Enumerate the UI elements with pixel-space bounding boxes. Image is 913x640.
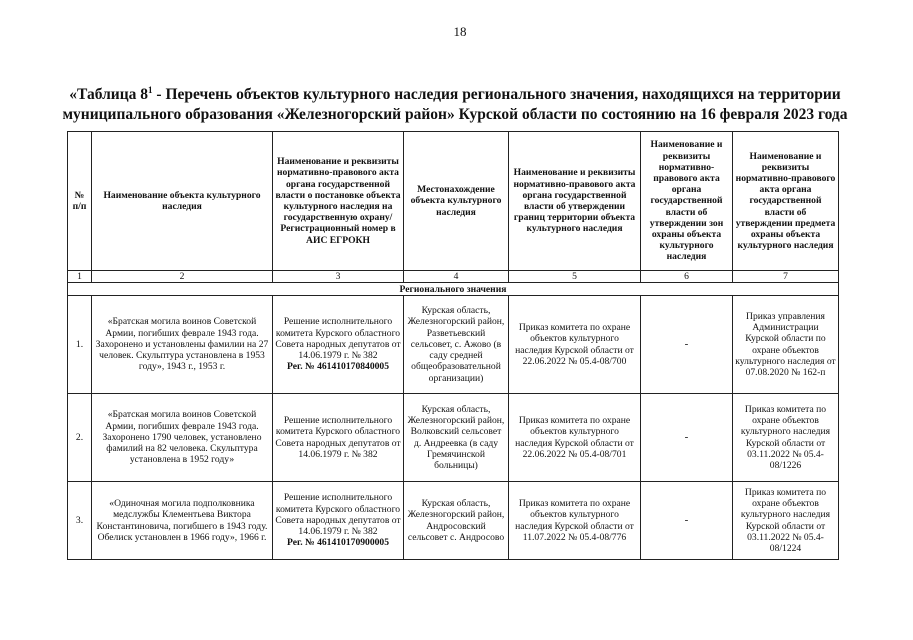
row-num: 3. (68, 482, 92, 560)
table-row (68, 296, 839, 394)
column-number: 6 (641, 271, 733, 283)
title-superscript: 1 (148, 85, 153, 95)
column-number: 4 (404, 271, 509, 283)
protection-act: Решение исполнительного комитета Курского областного Совета народных депутатов от 14.06.1979 г. № 382 (273, 394, 404, 482)
registration-number: Рег. № 461410170900005 (286, 537, 390, 549)
header-subject: Наименование и реквизиты нормативно-правового акта органа государственной власти об утверждении предмета охраны объекта культурного наследия (733, 132, 839, 271)
object-name: «Одиночная могила подполковника медслужбы Клементьева Виктора Константиновича, погибшего в 1943 году. Обелиск установлен в 1966 году», 1966 г. (92, 482, 273, 560)
column-number: 7 (733, 271, 839, 283)
row-num: 1. (68, 296, 92, 394)
subject-act: Приказ комитета по охране объектов культурного наследия Курской области от 03.11.2022 № 05.4-08/1226 (733, 394, 839, 482)
column-number: 5 (509, 271, 641, 283)
zones-act: - (641, 296, 733, 394)
object-location: Курская область, Железногорский район, Разветьевский сельсовет, с. Ажово (в саду средней общеобразовательной организации) (404, 296, 509, 394)
column-number: 1 (68, 271, 92, 283)
object-location: Курская область, Железногорский район, Волковский сельсовет д. Андреевка (в саду Гремячинской больницы) (404, 394, 509, 482)
object-name: «Братская могила воинов Советской Армии, погибших феврале 1943 года. Захоронено 1790 человек, установлено фамилий на 82 человека. Скульптура установлена в 1952 году» (92, 394, 273, 482)
registration-number: Рег. № 461410170840005 (286, 361, 390, 373)
subject-act: Приказ комитета по охране объектов культурного наследия Курской области от 03.11.2022 № 05.4-08/1224 (733, 482, 839, 560)
page-number: 18 (453, 24, 467, 39)
territory-act: Приказ комитета по охране объектов культурного наследия Курской области от 11.07.2022 № 05.4-08/776 (509, 482, 641, 560)
header-name: Наименование объекта культурного наследия (92, 132, 273, 271)
header-num: № п/п (68, 132, 92, 271)
protection-act (273, 482, 404, 560)
header-location: Местонахождение объекта культурного наследия (404, 132, 509, 271)
header-territory: Наименование и реквизиты нормативно-правового акта органа государственной власти об утверждении границ территории объекта культурного наследия (509, 132, 641, 271)
act-text: Решение исполнительного комитета Курского областного Совета народных депутатов от 14.06.1979 г. № 382 (275, 316, 401, 362)
section-title: Регионального значения (68, 283, 839, 296)
title-prefix: «Таблица 8 (69, 86, 149, 104)
object-name: «Братская могила воинов Советской Армии, погибших феврале 1943 года. Захоронено и установлены фамилии на 27 человек. Скульптура установлена в 1953 году», 1943 г., 1953 г. (92, 296, 273, 394)
header-row (68, 132, 839, 271)
column-number: 3 (273, 271, 404, 283)
zones-act: - (641, 394, 733, 482)
act-text: Решение исполнительного комитета Курского областного Совета народных депутатов от 14.06.1979 г. № 382 (275, 492, 401, 538)
row-num: 2. (68, 394, 92, 482)
heritage-table (67, 131, 839, 560)
zones-act: - (641, 482, 733, 560)
territory-act: Приказ комитета по охране объектов культурного наследия Курской области от 22.06.2022 № 05.4-08/701 (509, 394, 641, 482)
header-zones: Наименование и реквизиты нормативно-правового акта органа государственной власти об утверждении зон охраны объекта культурного наследия (641, 132, 733, 271)
subject-act: Приказ управления Администрации Курской области по охране объектов культурного наследия от 07.08.2020 № 162-п (733, 296, 839, 394)
column-number: 2 (92, 271, 273, 283)
table-row (68, 482, 839, 560)
territory-act: Приказ комитета по охране объектов культурного наследия Курской области от 22.06.2022 № 05.4-08/700 (509, 296, 641, 394)
section-row (68, 283, 839, 296)
header-act: Наименование и реквизиты нормативно-правового акта органа государственной власти о постановке объекта культурного наследия на государственную охрану/ Регистрационный номер в АИС ЕГРОКН (273, 132, 404, 271)
title-rest: - Перечень объектов культурного наследия регионального значения, находящихся на территории муниципального образования «Железногорский район» Курской области по состоянию на 16 февраля 2023 года (62, 86, 848, 124)
object-location: Курская область, Железногорский район, Андросовский сельсовет с. Андросово (404, 482, 509, 560)
protection-act (273, 296, 404, 394)
document-title (60, 80, 850, 125)
column-number-row (68, 271, 839, 283)
table-row (68, 394, 839, 482)
